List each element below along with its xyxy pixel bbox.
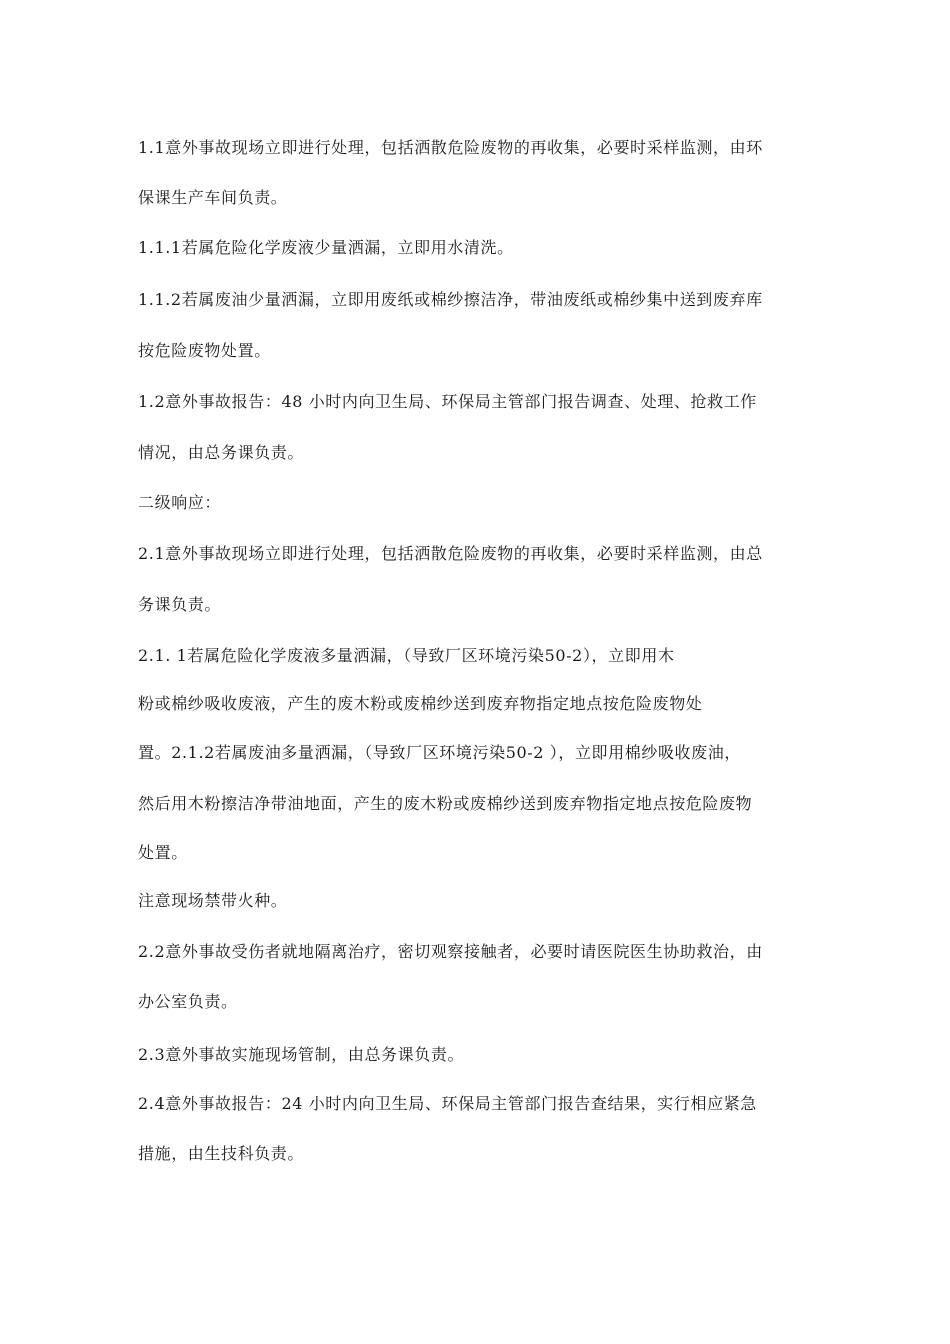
text-line: 然后用木粉擦洁净带油地面，产生的废木粉或废棉纱送到废弃物指定地点按危险废物 [138, 794, 753, 813]
text-line: 1.2意外事故报告：48 小时内向卫生局、环保局主管部门报告调查、处理、抢救工作 [138, 392, 757, 411]
text-line: 粉或棉纱吸收废液，产生的废木粉或废棉纱送到废弃物指定地点按危险废物处 [138, 694, 703, 713]
text-line: 1.1意外事故现场立即进行处理，包括洒散危险废物的再收集，必要时采样监测，由环 [138, 138, 763, 157]
text-line: 2.2意外事故受伤者就地隔离治疗，密切观察接触者，必要时请医院医生协助救治，由 [138, 942, 763, 961]
text-line: 处置。 [138, 843, 188, 862]
text-line: 1.1.2若属废油少量洒漏，立即用废纸或棉纱擦洁净，带油废纸或棉纱集中送到废弃库 [138, 290, 763, 309]
text-line: 2.1. 1若属危险化学废液多量洒漏，（导致厂区环境污染50-2），立即用木 [138, 646, 675, 665]
text-line: 置。2.1.2若属废油多量洒漏，（导致厂区环境污染50-2 ），立即用棉纱吸收废油， [138, 743, 741, 762]
text-line: 2.4意外事故报告：24 小时内向卫生局、环保局主管部门报告查结果，实行相应紧急 [138, 1094, 757, 1113]
text-line: 2.3意外事故实施现场管制，由总务课负责。 [138, 1045, 465, 1064]
text-line: 二级响应： [138, 493, 222, 512]
text-line: 办公室负责。 [138, 992, 238, 1011]
text-line: 注意现场禁带火种。 [138, 891, 288, 910]
text-line: 保课生产车间负责。 [138, 188, 288, 207]
text-line: 务课负责。 [138, 595, 222, 614]
text-line: 1.1.1若属危险化学废液少量洒漏，立即用水清洗。 [138, 238, 514, 257]
text-line: 按危险废物处置。 [138, 341, 271, 360]
text-line: 措施，由生技科负责。 [138, 1144, 305, 1163]
text-line: 2.1意外事故现场立即进行处理，包括洒散危险废物的再收集，必要时采样监测，由总 [138, 544, 763, 563]
text-line: 情况，由总务课负责。 [138, 443, 305, 462]
